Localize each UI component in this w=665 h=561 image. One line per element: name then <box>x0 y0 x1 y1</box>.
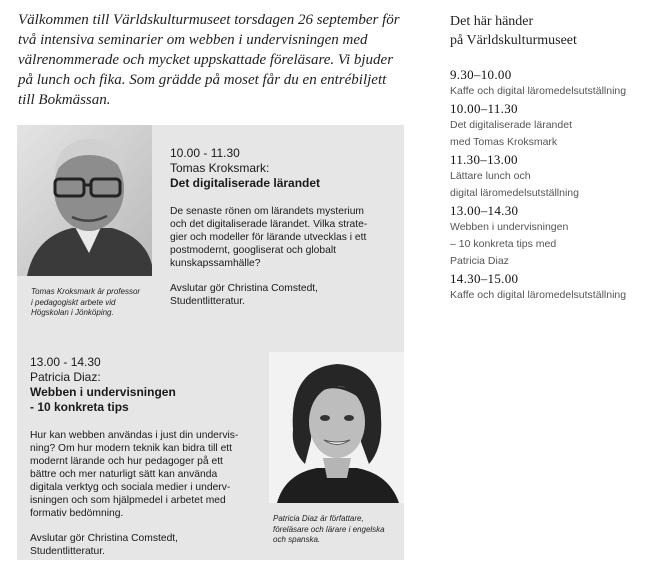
schedule-description: Det digitaliserade lärandet <box>450 119 572 131</box>
session-title: Webben i undervisningen - 10 konkreta tips <box>30 385 176 414</box>
photo-caption-tomas: Tomas Kroksmark är professor i pedagogiskt arbete vid Högskolan i Jönköping. <box>31 287 141 317</box>
schedule-description: med Tomas Kroksmark <box>450 136 558 148</box>
schedule-heading: Det här händer på Världskulturmuseet <box>450 14 577 48</box>
session-2 <box>30 355 265 558</box>
schedule-item <box>450 100 660 151</box>
schedule-description: Lättare lunch och <box>450 170 531 182</box>
session-description: Hur kan webben användas i just din undervis- ning? Om hur modern teknik kan bidra till ett modernt lärande och hur pedagoger på ett bättre och mer naturligt sätt kan använda digitala verktyg och sociala medier i underv- isningen och som hjälpmedel i arbetet med formativ bedömning. <box>30 430 239 519</box>
schedule-item <box>450 151 660 202</box>
schedule-description: Webben i undervisningen <box>450 221 569 233</box>
session-description: De senaste rönen om lärandets mysterium och det digitaliserade lärandet. Vilka strate- gier och modeller för lärande utvecklas i ett postmodernt, googliserat och globalt kunskapssamhälle? <box>170 206 368 269</box>
schedule-sidebar <box>450 12 660 304</box>
intro-line: välrenommerade och mycket uppskattade föreläsare. Vi bjuder <box>18 52 394 68</box>
session-closing: Avslutar gör Christina Comstedt, Studentlitteratur. <box>170 283 319 307</box>
session-title: Det digitaliserade lärandet <box>170 176 321 190</box>
intro-line: till Bokmässan. <box>18 92 111 108</box>
intro-paragraph <box>18 10 418 110</box>
schedule-item <box>450 202 660 270</box>
schedule-time: 10.00–11.30 <box>450 101 518 116</box>
schedule-time: 14.30–15.00 <box>450 271 519 286</box>
speaker-photo-patricia <box>269 352 404 503</box>
speaker-photo-tomas <box>17 125 152 276</box>
session-time: 13.00 - 14.30 <box>30 355 101 369</box>
schedule-item <box>450 66 660 100</box>
session-speaker: Tomas Kroksmark: <box>170 161 270 175</box>
schedule-time: 13.00–14.30 <box>450 203 519 218</box>
photo-caption-patricia: Patricia Diaz är författare, föreläsare och lärare i engelska och spanska. <box>273 514 385 544</box>
schedule-description: Patricia Diaz <box>450 255 509 267</box>
intro-line: Välkommen till Världskulturmuseet torsdagen 26 september för <box>18 12 400 28</box>
schedule-item <box>450 270 660 304</box>
schedule-description: Kaffe och digital läromedelsutställning <box>450 289 627 301</box>
schedule-description: Kaffe och digital läromedelsutställning <box>450 85 627 97</box>
session-1 <box>170 146 395 308</box>
schedule-time: 11.30–13.00 <box>450 152 518 167</box>
session-speaker: Patricia Diaz: <box>30 370 101 384</box>
intro-line: två intensiva seminarier om webben i undervisningen med <box>18 32 368 48</box>
session-time: 10.00 - 11.30 <box>170 146 240 160</box>
schedule-description: – 10 konkreta tips med <box>450 238 557 250</box>
session-closing: Avslutar gör Christina Comstedt, Studentlitteratur. <box>30 533 179 557</box>
seminar-panel <box>17 125 404 560</box>
schedule-time: 9.30–10.00 <box>450 67 512 82</box>
schedule-list <box>450 66 660 304</box>
intro-line: på lunch och fika. Som grädde på moset får du en entrébiljett <box>18 72 387 88</box>
schedule-description: digital läromedelsutställning <box>450 187 579 199</box>
